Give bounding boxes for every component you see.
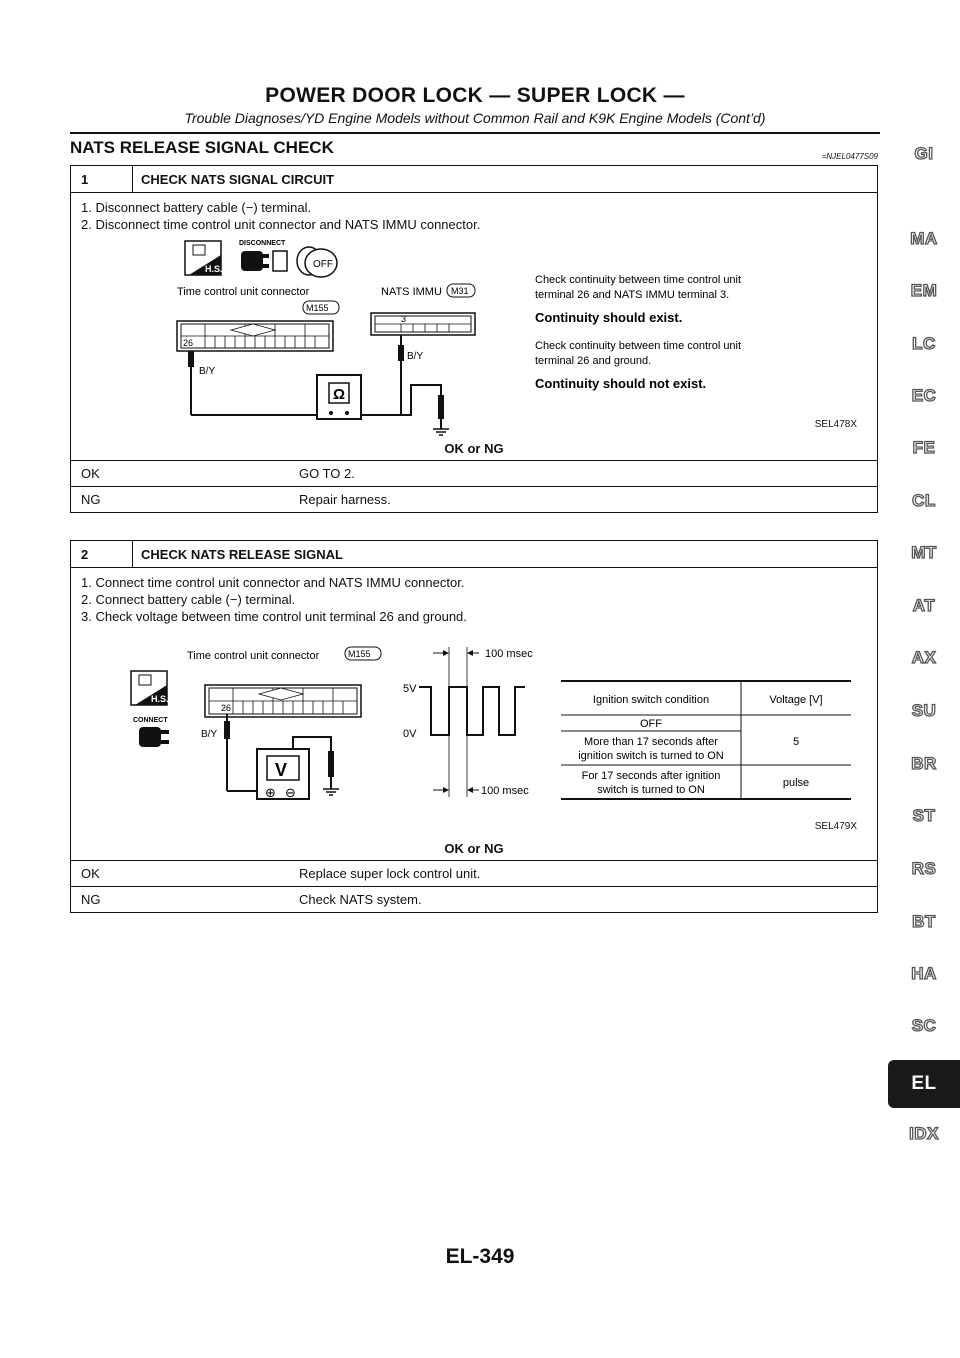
col-header-condition: Ignition switch condition	[592, 694, 710, 706]
step-2-box	[70, 540, 878, 913]
index-tab-at[interactable]: AT	[912, 596, 936, 615]
svg-text:V: V	[275, 760, 288, 780]
ok-or-ng: OK or NG	[444, 441, 504, 456]
index-tab-mt[interactable]: MT	[911, 543, 937, 562]
step-1-box	[70, 165, 878, 513]
index-tab-fe[interactable]: FE	[912, 438, 936, 457]
svg-text:3: 3	[401, 314, 407, 324]
index-tab-el-active[interactable]: EL	[888, 1060, 960, 1108]
ignition-key-icon	[297, 247, 337, 277]
5v-label: 5V	[403, 683, 417, 695]
instruction-line: 1. Disconnect battery cable (−) terminal.	[81, 200, 312, 215]
voltage-table	[561, 681, 851, 799]
connector-code: M155	[348, 649, 371, 659]
figure-code: SEL479X	[814, 821, 857, 832]
ohmmeter-icon	[317, 375, 361, 419]
result-row-ng: NG Repair harness.	[71, 486, 877, 512]
index-tab-br[interactable]: BR	[911, 754, 937, 773]
row-off: OFF	[640, 718, 662, 730]
result-row-ok: OK Replace super lock control unit.	[71, 860, 877, 886]
index-tab-su[interactable]: SU	[911, 701, 937, 720]
step-number: 1	[71, 166, 133, 192]
row-more-2: ignition switch is turned to ON	[578, 750, 724, 762]
wire-color-1: B/Y	[199, 366, 216, 377]
index-tab-ha[interactable]: HA	[911, 964, 937, 983]
svg-text:⊖: ⊖	[285, 785, 296, 800]
0v-label: 0V	[403, 728, 417, 740]
disconnect-plug-icon	[241, 251, 287, 271]
time-control-unit-connector	[177, 321, 333, 351]
index-tab-idx[interactable]: IDX	[909, 1124, 939, 1143]
index-tab-sc[interactable]: SC	[911, 1016, 937, 1035]
instruction-line: 3. Check voltage between time control unit terminal 26 and ground.	[81, 609, 467, 624]
svg-text:Ω: Ω	[333, 386, 346, 403]
index-tab-em[interactable]: EM	[910, 281, 938, 300]
note-2: Check continuity between time control unit	[535, 340, 742, 352]
step-1-content	[71, 192, 877, 460]
immu-code: M31	[451, 286, 469, 296]
connector-label: Time control unit connector	[187, 650, 320, 662]
page-number: EL-349	[445, 1245, 515, 1268]
step-number: 2	[71, 541, 133, 567]
top-time-label: 100 msec	[485, 648, 533, 660]
connector-label: Time control unit connector	[177, 286, 310, 298]
svg-text:26: 26	[183, 338, 194, 348]
immu-label: NATS IMMU	[381, 286, 442, 298]
hs-icon	[185, 241, 223, 275]
note-2-result: Continuity should not exist.	[535, 376, 707, 391]
time-control-unit-connector	[205, 685, 361, 717]
index-tab-gi[interactable]: GI	[914, 144, 934, 163]
hs-icon	[131, 671, 169, 705]
step-title: CHECK NATS RELEASE SIGNAL	[141, 546, 343, 562]
voltage-diagram	[81, 625, 867, 841]
svg-text:H.S.: H.S.	[151, 694, 169, 704]
connect-plug-icon	[139, 727, 169, 747]
value-5: 5	[792, 736, 800, 748]
figure-sel478x	[81, 233, 867, 441]
voltmeter-icon	[257, 749, 309, 800]
instruction-line: 2. Disconnect time control unit connector and NATS IMMU connector.	[81, 217, 481, 232]
note-2b: terminal 26 and ground.	[535, 355, 652, 367]
svg-text:⊕: ⊕	[265, 785, 276, 800]
index-tab-ma[interactable]: MA	[910, 229, 938, 248]
value-pulse: pulse	[782, 777, 810, 789]
figure-code: SEL478X	[814, 419, 857, 430]
row-for-1: For 17 seconds after ignition	[581, 770, 721, 782]
bottom-time-label: 100 msec	[481, 785, 529, 797]
wiring-diagram	[81, 233, 867, 441]
col-header-voltage: Voltage [V]	[769, 694, 823, 706]
reference-code: =NJEL0477S09	[821, 152, 878, 161]
note-1-result: Continuity should exist.	[535, 310, 683, 325]
index-tab-ec[interactable]: EC	[911, 386, 937, 405]
index-tab-lc[interactable]: LC	[912, 334, 936, 353]
page-header	[70, 84, 880, 126]
row-more-1: More than 17 seconds after	[584, 736, 718, 748]
step-2-header	[71, 541, 877, 567]
result-row-ng: NG Check NATS system.	[71, 886, 877, 912]
wire-color-2: B/Y	[407, 351, 424, 362]
wire-color: B/Y	[201, 729, 218, 740]
connect-label: CONNECT	[133, 717, 168, 724]
nats-immu-connector	[371, 313, 475, 335]
section-title: NATS RELEASE SIGNAL CHECK	[70, 138, 334, 157]
svg-text:OFF: OFF	[313, 259, 333, 270]
instruction-line: 2. Connect battery cable (−) terminal.	[81, 592, 296, 607]
connector-code: M155	[306, 303, 329, 313]
header-divider	[70, 132, 880, 134]
svg-text:26: 26	[221, 703, 232, 713]
note-1: Check continuity between time control unit	[535, 274, 742, 286]
ok-or-ng: OK or NG	[444, 841, 504, 856]
page-subtitle: Trouble Diagnoses/YD Engine Models without Common Rail and K9K Engine Models (Cont’d)	[184, 110, 766, 126]
row-for-2: switch is turned to ON	[597, 784, 705, 796]
pulse-waveform	[403, 647, 533, 797]
index-tab-rs[interactable]: RS	[911, 859, 937, 878]
result-row-ok: OK GO TO 2.	[71, 460, 877, 486]
index-tab-cl[interactable]: CL	[912, 491, 936, 510]
step-title: CHECK NATS SIGNAL CIRCUIT	[141, 171, 335, 187]
instruction-line: 1. Connect time control unit connector and NATS IMMU connector.	[81, 575, 465, 590]
disconnect-label: DISCONNECT	[239, 240, 286, 247]
page-title: POWER DOOR LOCK — SUPER LOCK —	[265, 84, 685, 107]
index-tab-bt[interactable]: BT	[912, 912, 936, 931]
step-2-content	[71, 567, 877, 860]
figure-sel479x	[81, 625, 867, 841]
index-tab-st[interactable]: ST	[912, 806, 936, 825]
svg-text:H.S.: H.S.	[205, 264, 223, 274]
step-1-header	[71, 166, 877, 192]
index-tab-ax[interactable]: AX	[911, 648, 937, 667]
note-1b: terminal 26 and NATS IMMU terminal 3.	[535, 289, 730, 301]
